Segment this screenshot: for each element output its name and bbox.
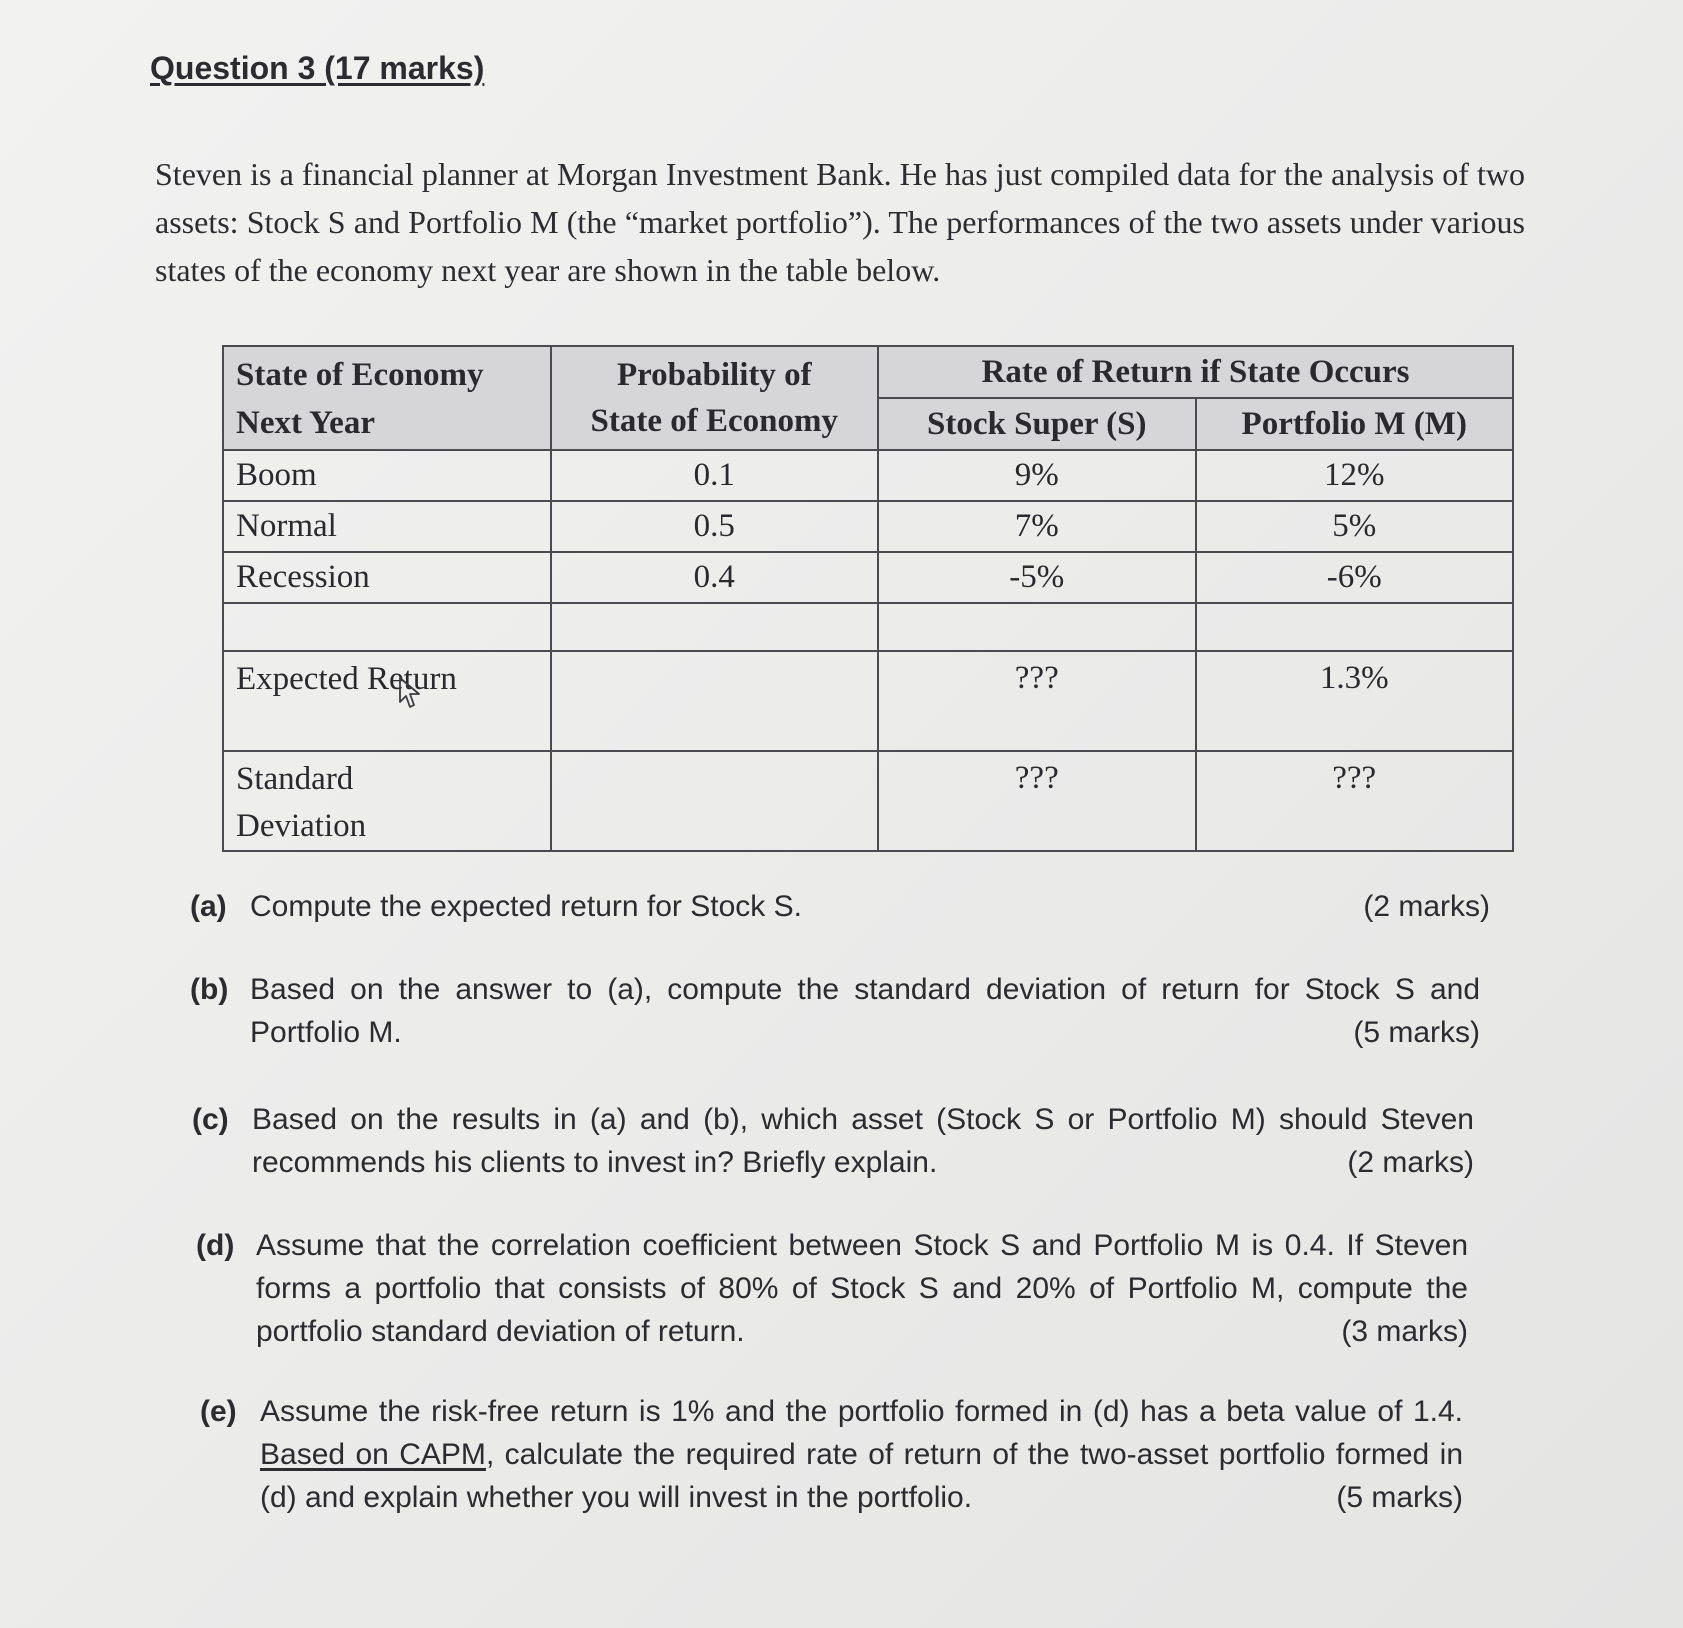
header-state-line1: State of Economy <box>236 357 484 393</box>
part-d-text: Assume that the correlation coefficient between Stock S and Portfolio M is 0.4. If Steven forms a portfolio that consists of 80% of Stock S and 20% of Portfolio M, compute the portfolio standard deviation of return. <box>256 1229 1468 1348</box>
header-prob-line2: State of Economy <box>590 403 838 439</box>
header-state-line2: Next Year <box>236 405 375 441</box>
question-title: Question 3 (17 marks) <box>150 50 485 86</box>
part-c-letter: (c) <box>192 1103 229 1136</box>
std-dev-label-line2: Deviation <box>236 808 367 844</box>
table-row <box>223 552 1513 603</box>
empty-cell <box>551 751 879 851</box>
part-b-marks: (5 marks) <box>1353 1016 1480 1049</box>
part-d <box>196 1224 1468 1353</box>
portfolio-return-cell: 12% <box>1196 450 1514 501</box>
part-b-letter: (b) <box>190 973 229 1006</box>
header-stock-super: Stock Super (S) <box>878 398 1195 450</box>
header-probability <box>551 346 879 450</box>
state-cell: Boom <box>223 450 551 501</box>
part-c <box>192 1098 1474 1184</box>
part-d-letter: (d) <box>196 1229 235 1262</box>
part-e-capm-underline: Based on CAPM <box>260 1438 486 1471</box>
portfolio-expected-return: 1.3% <box>1196 651 1514 751</box>
table-header-row <box>223 346 1513 398</box>
part-e-letter: (e) <box>200 1395 237 1428</box>
stock-expected-return: ??? <box>878 651 1195 751</box>
table-empty-row <box>223 603 1513 651</box>
part-e-text <box>260 1390 1463 1519</box>
part-c-text: Based on the results in (a) and (b), which asset (Stock S or Portfolio M) should Steven recommends his clients to invest in? Briefly explain. <box>252 1103 1474 1179</box>
probability-cell: 0.5 <box>551 501 879 552</box>
part-e <box>200 1390 1463 1519</box>
std-dev-row <box>223 751 1513 851</box>
empty-cell <box>551 603 879 651</box>
part-a-marks: (2 marks) <box>1363 890 1490 923</box>
header-state-of-economy <box>223 346 551 450</box>
std-dev-label-line1: Standard <box>236 761 354 797</box>
std-dev-label <box>223 751 551 851</box>
mouse-cursor-icon <box>398 676 424 710</box>
table-row <box>223 501 1513 552</box>
expected-return-label: Expected Return <box>223 651 551 751</box>
empty-cell <box>878 603 1195 651</box>
part-e-text-after: , calculate the required rate of return of the two-asset portfolio formed in (d) and explain whether you will invest in the portfolio. <box>260 1438 1463 1514</box>
stock-return-cell: -5% <box>878 552 1195 603</box>
part-e-text-before: Assume the risk-free return is 1% and the portfolio formed in (d) has a beta value of 1.4. <box>260 1395 1463 1428</box>
probability-cell: 0.1 <box>551 450 879 501</box>
header-portfolio-m: Portfolio M (M) <box>1196 398 1514 450</box>
part-c-marks: (2 marks) <box>1347 1146 1474 1179</box>
returns-table <box>222 345 1514 852</box>
stock-return-cell: 7% <box>878 501 1195 552</box>
state-cell: Normal <box>223 501 551 552</box>
state-cell: Recession <box>223 552 551 603</box>
empty-cell <box>1196 603 1514 651</box>
empty-cell <box>223 603 551 651</box>
portfolio-return-cell: 5% <box>1196 501 1514 552</box>
header-prob-line1: Probability of <box>616 357 812 393</box>
portfolio-std-dev: ??? <box>1196 751 1514 851</box>
table-row <box>223 450 1513 501</box>
part-b <box>190 968 1480 1054</box>
empty-cell <box>551 651 879 751</box>
part-b-text: Based on the answer to (a), compute the standard deviation of return for Stock S and Portfolio M. <box>250 973 1480 1049</box>
part-a <box>190 885 1490 928</box>
part-d-marks: (3 marks) <box>1341 1315 1468 1348</box>
header-rate-of-return: Rate of Return if State Occurs <box>878 346 1513 398</box>
portfolio-return-cell: -6% <box>1196 552 1514 603</box>
part-a-letter: (a) <box>190 890 227 923</box>
stock-return-cell: 9% <box>878 450 1195 501</box>
part-e-marks: (5 marks) <box>1336 1481 1463 1514</box>
question-intro: Steven is a financial planner at Morgan Investment Bank. He has just compiled data for the analysis of two assets: Stock S and Portfolio M (the “market portfolio”). The performances of the two assets under various states of the economy next year are shown in the table below. <box>155 156 1525 288</box>
part-a-text: Compute the expected return for Stock S. <box>250 890 802 923</box>
stock-std-dev: ??? <box>878 751 1195 851</box>
probability-cell: 0.4 <box>551 552 879 603</box>
